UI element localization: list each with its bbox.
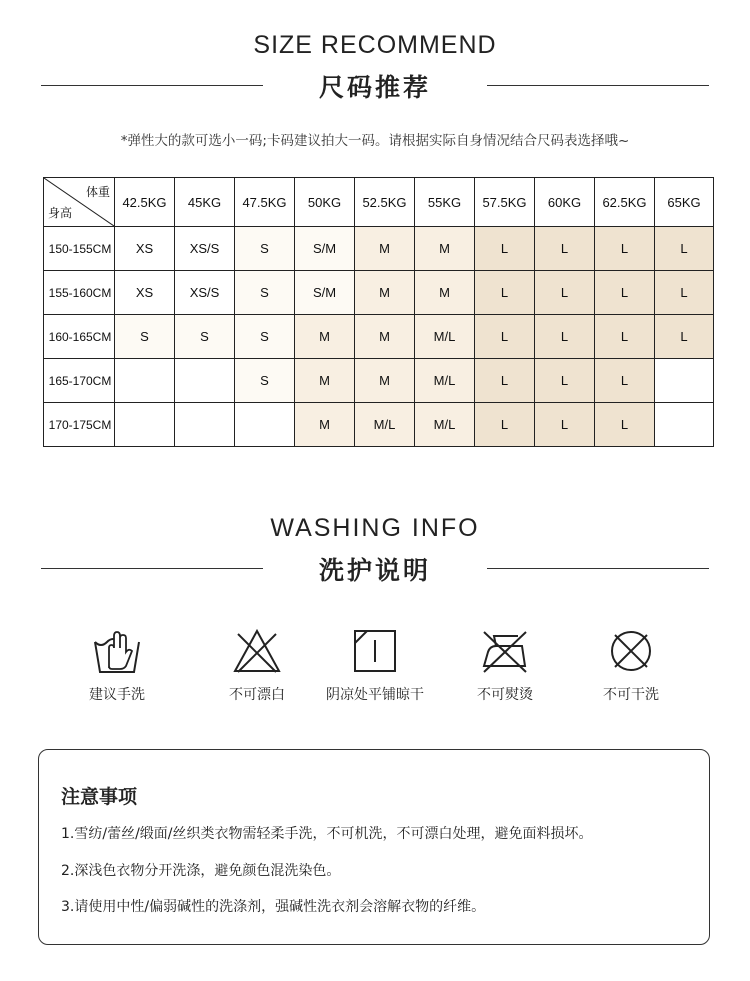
height-row-header: 160-165CM [44,315,115,359]
size-cell: XS [115,227,175,271]
wash-item-shade-flat-dry [310,628,440,704]
table-corner-cell [44,178,115,227]
corner-height-label: 身高 [48,206,73,220]
size-tip: *弹性大的款可选小一码;卡码建议拍大一码。请根据实际自身情况结合尺码表选择哦~ [120,133,630,149]
size-cell: M [355,315,415,359]
wash-item-hand-wash [52,628,182,704]
size-cell [655,359,714,403]
note-item: 2.深浅色衣物分开洗涤，避免颜色混洗染色。 [61,863,341,879]
wash-item-no-dry-clean [566,628,696,704]
size-cell: M [295,403,355,447]
weight-header: 50KG [295,178,355,227]
size-cell: L [475,227,535,271]
size-cell: XS/S [175,227,235,271]
hand-wash-icon [92,628,142,674]
size-cell: M [355,227,415,271]
size-cell: M [295,315,355,359]
weight-header: 45KG [175,178,235,227]
shade-flat-dry-icon [350,628,400,674]
size-row [44,315,714,359]
size-row [44,403,714,447]
size-cell: S/M [295,227,355,271]
size-cell: L [535,227,595,271]
size-cell: L [595,359,655,403]
size-cell: L [595,227,655,271]
weight-header: 62.5KG [595,178,655,227]
size-table [43,177,714,447]
washing-section-en-title: WASHING INFO [270,514,480,542]
size-cell [175,403,235,447]
size-cell: L [535,403,595,447]
size-cell: L [535,271,595,315]
wash-item-no-iron [440,628,570,704]
washing-icons-row [0,628,750,718]
size-cell: L [595,315,655,359]
weight-header: 60KG [535,178,595,227]
height-row-header: 165-170CM [44,359,115,403]
wash-label-hand-wash: 建议手洗 [89,687,145,703]
weight-header: 65KG [655,178,714,227]
size-cell: L [655,227,714,271]
wash-label-no-dry-clean: 不可干洗 [603,687,659,703]
size-cell: L [535,359,595,403]
weight-header: 57.5KG [475,178,535,227]
no-bleach-icon [232,628,282,674]
size-cell: M [355,271,415,315]
size-section-en-title: SIZE RECOMMEND [253,31,497,59]
wash-label-shade-flat-dry: 阴凉处平铺晾干 [326,687,424,703]
wash-label-no-iron: 不可熨烫 [477,687,533,703]
wash-item-no-bleach [192,628,322,704]
size-cell [235,403,295,447]
size-cell: L [475,315,535,359]
size-cell: M/L [415,359,475,403]
size-cell: S [175,315,235,359]
weight-header: 52.5KG [355,178,415,227]
size-cell: M [295,359,355,403]
size-cell: XS [115,271,175,315]
no-iron-icon [480,628,530,674]
size-cell: S [235,315,295,359]
size-row [44,227,714,271]
size-cell [115,359,175,403]
size-cell: L [595,403,655,447]
size-cell: M [355,359,415,403]
size-cell: M/L [355,403,415,447]
note-item: 3.请使用中性/偏弱碱性的洗涤剂，强碱性洗衣剂会溶解衣物的纤维。 [61,899,486,915]
size-cell: M [415,271,475,315]
size-cell: XS/S [175,271,235,315]
weight-header: 55KG [415,178,475,227]
size-cell: S [235,359,295,403]
size-cell: M/L [415,403,475,447]
weight-header: 47.5KG [235,178,295,227]
height-row-header: 150-155CM [44,227,115,271]
size-cell [175,359,235,403]
size-row [44,271,714,315]
corner-weight-label: 体重 [85,185,110,199]
size-cell [115,403,175,447]
height-row-header: 155-160CM [44,271,115,315]
wash-label-no-bleach: 不可漂白 [229,687,285,703]
size-section-cn-title: 尺码推荐 [318,73,431,102]
size-cell: S [115,315,175,359]
size-cell: L [475,403,535,447]
size-cell [655,403,714,447]
size-cell: M/L [415,315,475,359]
size-cell: M [415,227,475,271]
note-item: 1.雪纺/蕾丝/缎面/丝织类衣物需轻柔手洗，不可机洗，不可漂白处理，避免面料损坏。 [61,826,593,842]
size-cell: L [535,315,595,359]
no-dry-clean-icon [606,628,656,674]
size-row [44,359,714,403]
size-cell: L [595,271,655,315]
size-cell: S/M [295,271,355,315]
size-cell: L [475,271,535,315]
size-cell: L [475,359,535,403]
height-row-header: 170-175CM [44,403,115,447]
size-cell: S [235,271,295,315]
size-cell: L [655,315,714,359]
size-cell: S [235,227,295,271]
size-cell: L [655,271,714,315]
notes-title: 注意事项 [61,786,138,808]
notes-box [38,749,710,945]
weight-header: 42.5KG [115,178,175,227]
washing-section-cn-title: 洗护说明 [318,556,431,585]
